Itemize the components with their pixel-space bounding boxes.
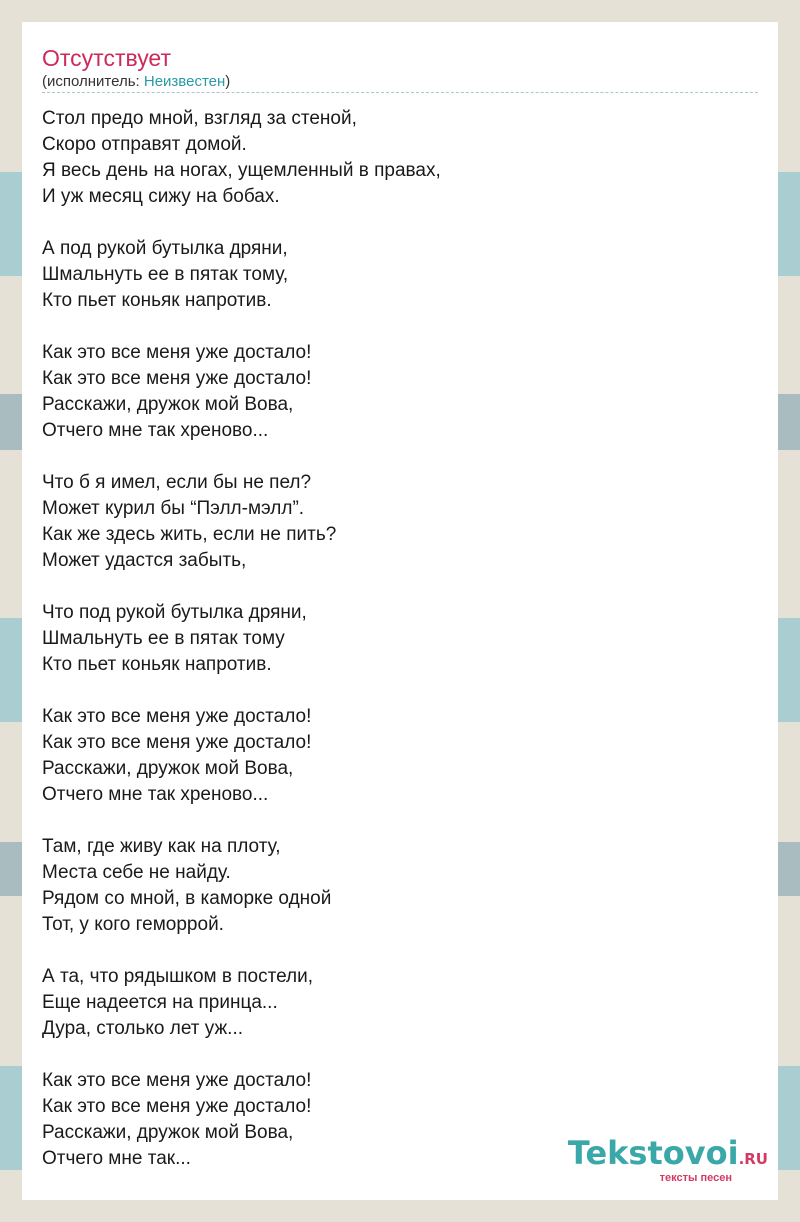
title-divider <box>42 92 758 93</box>
lyrics-line: Там, где живу как на плоту, <box>42 836 281 857</box>
lyrics-line: Как это все меня уже достало! <box>42 1070 312 1091</box>
lyrics-line: Может удастся забыть, <box>42 550 247 571</box>
lyrics-line: Как это все меня уже достало! <box>42 706 312 727</box>
logo-name: Tekstovoi <box>567 1134 739 1172</box>
song-title: Отсутствует <box>42 45 171 71</box>
lyrics-line: И уж месяц сижу на бобах. <box>42 186 280 207</box>
lyrics-stanza <box>42 964 742 1042</box>
lyrics-card <box>22 22 778 1200</box>
lyrics-stanza <box>42 470 742 574</box>
lyrics-line: Отчего мне так хреново... <box>42 420 269 441</box>
lyrics-stanza <box>42 236 742 314</box>
lyrics-stanza <box>42 704 742 808</box>
lyrics-line: Как это все меня уже достало! <box>42 368 312 389</box>
lyrics-line: А та, что рядышком в постели, <box>42 966 313 987</box>
lyrics-line: Стол предо мной, взгляд за стеной, <box>42 108 357 129</box>
lyrics-text <box>42 106 742 1198</box>
lyrics-line: Что б я имел, если бы не пел? <box>42 472 312 493</box>
lyrics-line: Как это все меня уже достало! <box>42 1096 312 1117</box>
lyrics-line: Места себе не найду. <box>42 862 231 883</box>
lyrics-stanza <box>42 340 742 444</box>
lyrics-line: Отчего мне так... <box>42 1148 191 1169</box>
song-subtitle <box>42 73 230 91</box>
lyrics-line: Может курил бы “Пэлл-мэлл”. <box>42 498 305 519</box>
lyrics-line: Отчего мне так хреново... <box>42 784 269 805</box>
lyrics-line: А под рукой бутылка дряни, <box>42 238 288 259</box>
lyrics-line: Как же здесь жить, если не пить? <box>42 524 337 545</box>
lyrics-line: Еще надеется на принца... <box>42 992 278 1013</box>
logo-tagline: тексты песен <box>659 1172 732 1184</box>
lyrics-line: Как это все меня уже достало! <box>42 732 312 753</box>
lyrics-line: Я весь день на ногах, ущемленный в правах, <box>42 160 441 181</box>
subtitle-suffix: ) <box>225 73 231 90</box>
lyrics-line: Расскажи, дружок мой Вова, <box>42 1122 294 1143</box>
lyrics-line: Что под рукой бутылка дряни, <box>42 602 307 623</box>
lyrics-line: Шмальнуть ее в пятак тому <box>42 628 285 649</box>
lyrics-line: Расскажи, дружок мой Вова, <box>42 394 294 415</box>
lyrics-line: Расскажи, дружок мой Вова, <box>42 758 294 779</box>
lyrics-line: Тот, у кого геморрой. <box>42 914 224 935</box>
site-logo[interactable] <box>568 1136 768 1184</box>
lyrics-line: Скоро отправят домой. <box>42 134 247 155</box>
lyrics-line: Кто пьет коньяк напротив. <box>42 654 272 675</box>
lyrics-stanza <box>42 834 742 938</box>
logo-wordmark <box>568 1136 768 1176</box>
lyrics-stanza <box>42 600 742 678</box>
lyrics-line: Кто пьет коньяк напротив. <box>42 290 272 311</box>
lyrics-stanza <box>42 106 742 210</box>
lyrics-line: Дура, столько лет уж... <box>42 1018 244 1039</box>
lyrics-line: Как это все меня уже достало! <box>42 342 312 363</box>
lyrics-line: Шмальнуть ее в пятак тому, <box>42 264 289 285</box>
logo-tld: .RU <box>738 1150 768 1168</box>
artist-link[interactable]: Неизвестен <box>143 73 226 90</box>
lyrics-line: Рядом со мной, в каморке одной <box>42 888 332 909</box>
subtitle-prefix: (исполнитель: <box>42 73 144 90</box>
